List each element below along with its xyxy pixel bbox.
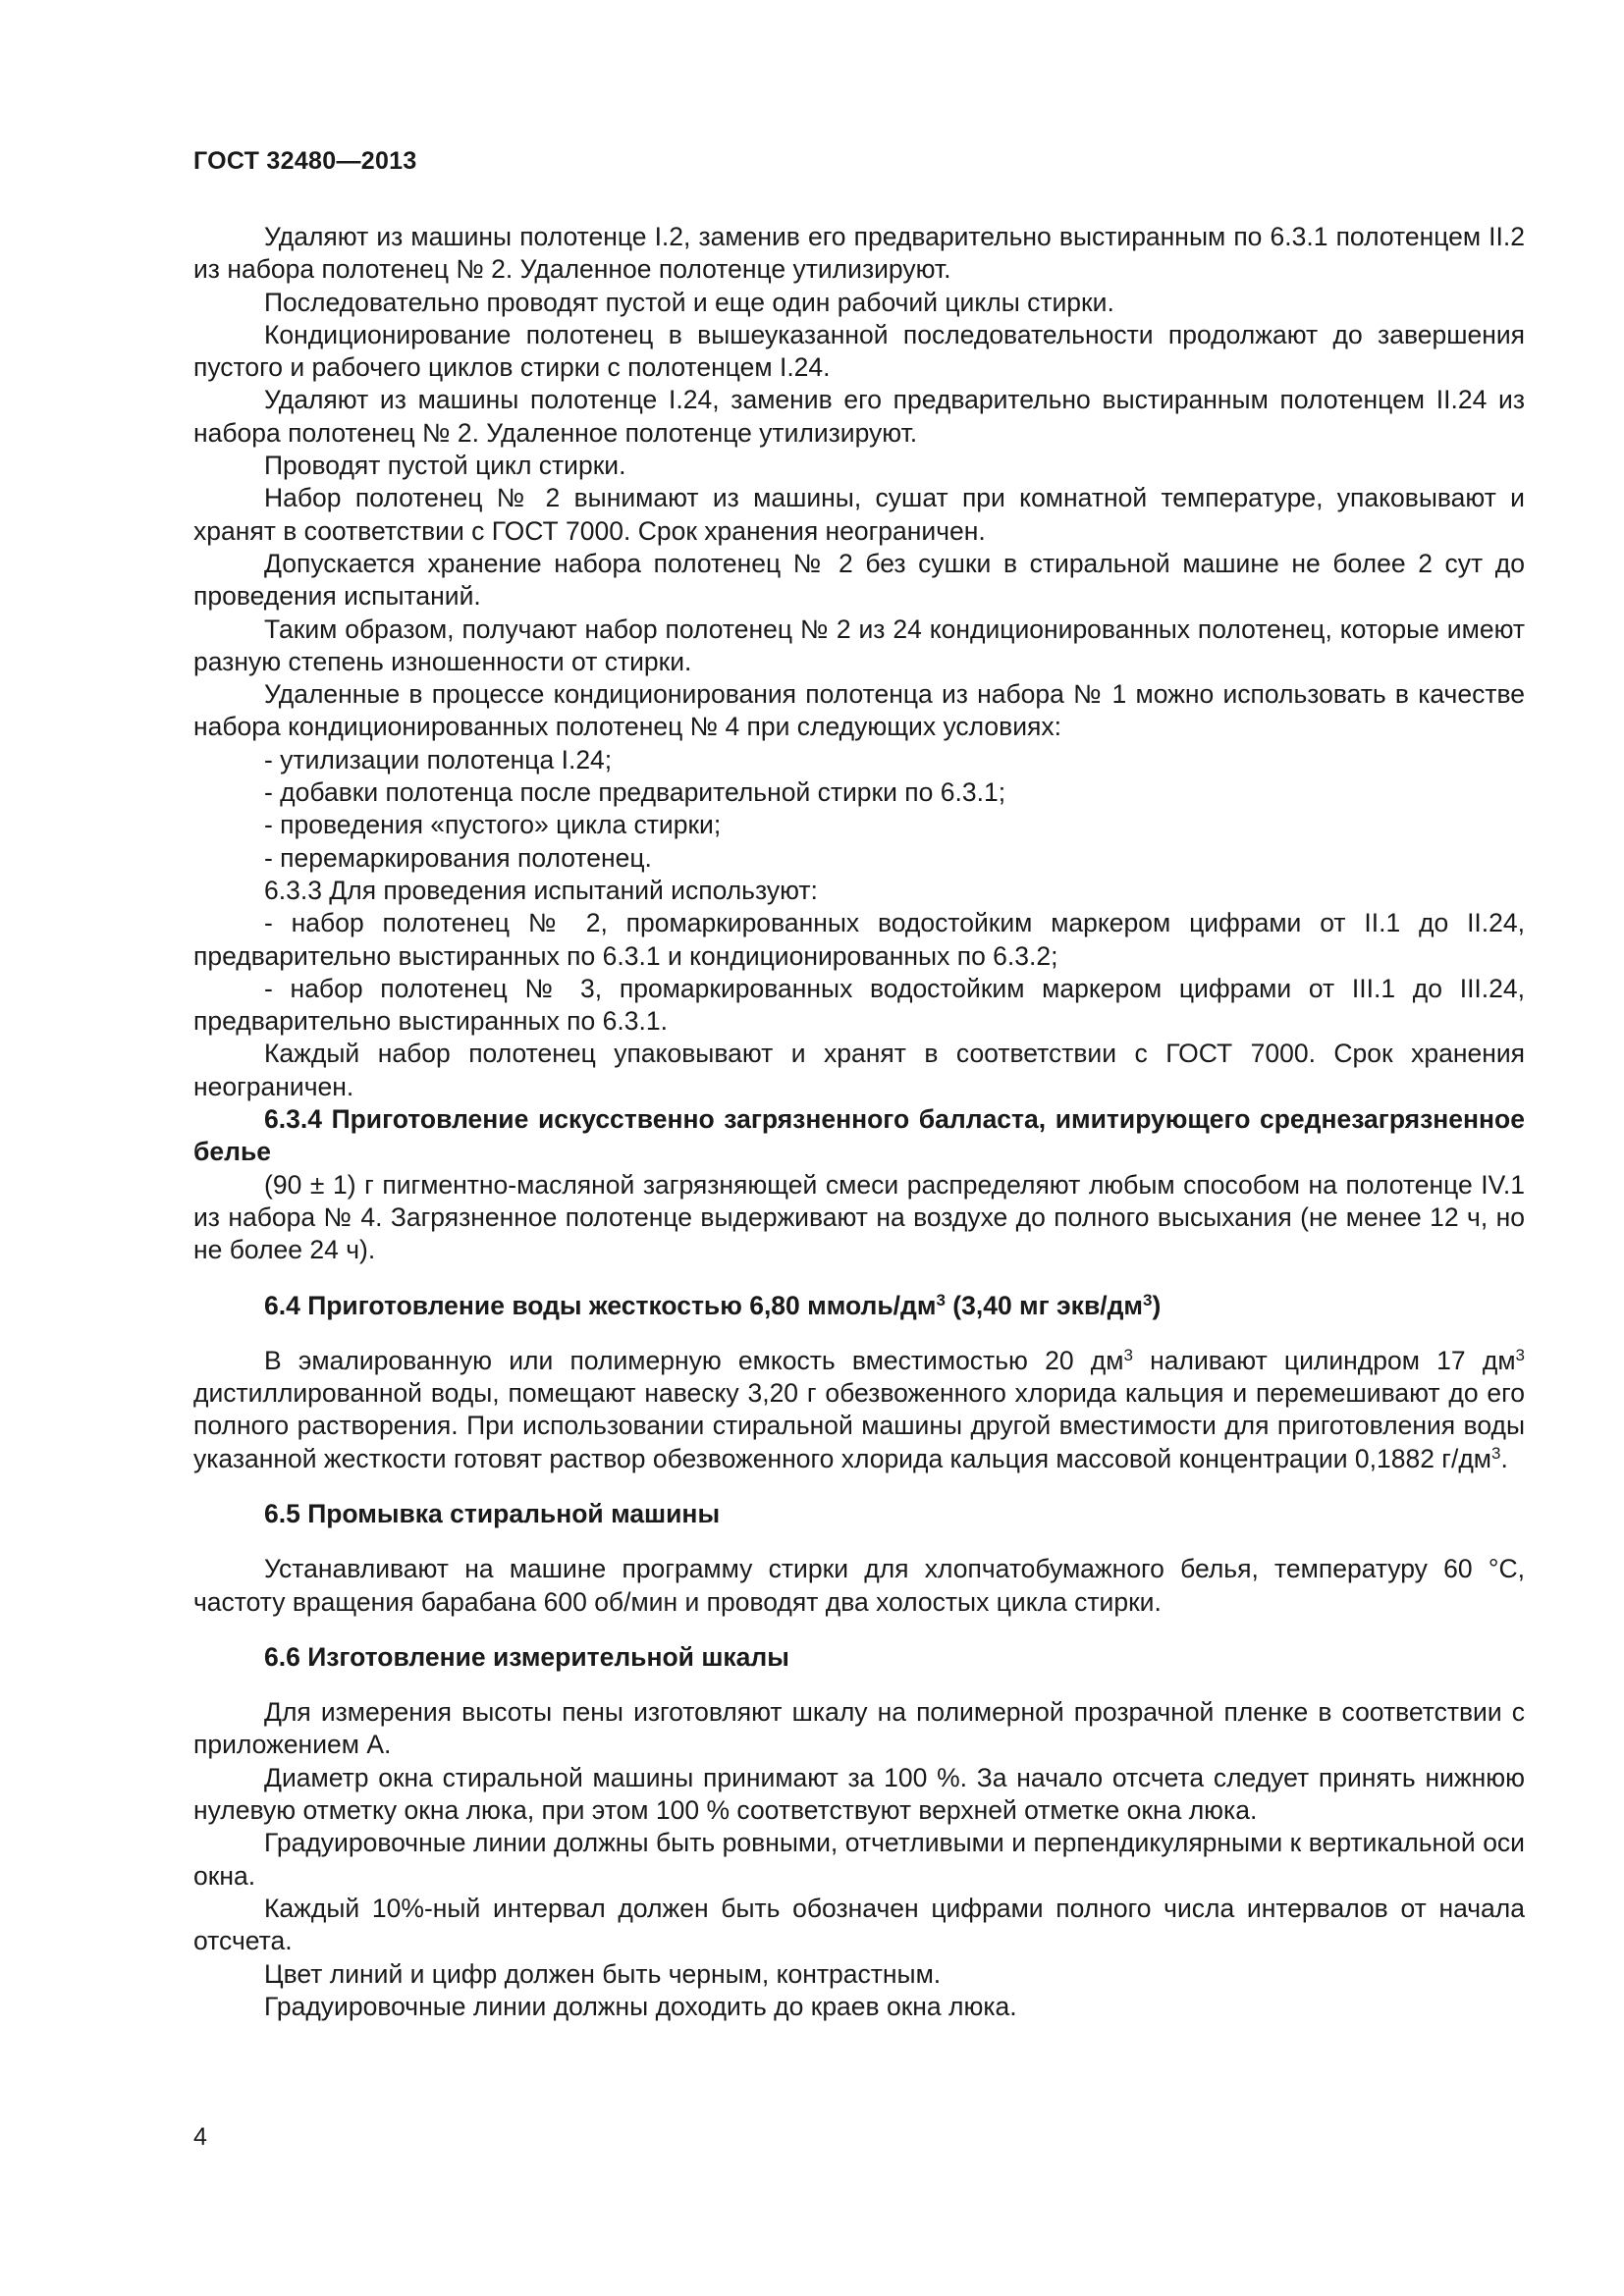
paragraph: Проводят пустой цикл стирки. (264, 451, 626, 481)
paragraph: Градуировочные линии должны быть ровными, отчетливыми и перпендикулярными к вертикальной оси окна. (193, 1828, 1525, 1891)
section-6-5-body: Устанавливают на машине программу стирки для хлопчатобумажного белья, температуру 60 °С, частоту вращения барабана 600 об/мин и проводят два холостых цикла стирки. (193, 1554, 1525, 1617)
paragraph: 6.3.3 Для проведения испытаний используют: (264, 875, 818, 905)
paragraph: Каждый набор полотенец упаковывают и хранят в соответствии с ГОСТ 7000. Срок хранения неограничен. (193, 1039, 1525, 1101)
paragraph: Диаметр окна стиральной машины принимают за 100 %. За начало отсчета следует принять нижнюю нулевую отметку окна люка, при этом 100 % соответствуют верхней отметке окна люка. (193, 1762, 1525, 1826)
list-item: - набор полотенец № 3, промаркированных водостойким маркером цифрами от III.1 до III.24, предварительно выстиранных по 6.3.1. (193, 973, 1525, 1037)
list-item: - проведения «пустого» цикла стирки; (264, 810, 722, 840)
section-6-4-body: В эмалированную или полимерную емкость вместимостью 20 $дм^3$ наливают цилиндром 17 $дм^3$ дистиллированной воды, помещают навеску 3,20 г обезвоженного хлорида кальция и перемешивают до его полного растворения. При использовании стиральной машины другой вместимости для приготовления воды указанной жесткости готовят раствор обезвоженного хлорида кальция массовой концентрации 0,1882 $г/дм^3$. (193, 1345, 1526, 1473)
paragraph: (90 ± 1) г пигментно-масляной загрязняющей смеси распределяют любым способом на полотенце IV.1 из набора № 4. Загрязненное полотенце выдерживают на воздухе до полного высыхания (не менее 12 ч, но не более 24 ч). (193, 1169, 1525, 1265)
paragraph: Последовательно проводят пустой и еще один рабочий циклы стирки. (264, 287, 1114, 317)
paragraph: Градуировочные линии должны доходить до краев окна люка. (264, 1991, 1017, 2021)
paragraph: Удаляют из машины полотенце I.24, заменив его предварительно выстиранным полотенцем II.24 из набора полотенец № 2. Удаленное полотенце утилизируют. (193, 385, 1525, 448)
section-heading-6-6: 6.6 Изготовление измерительной шкалы (264, 1641, 789, 1672)
document-header: ГОСТ 32480—2013 (193, 147, 417, 175)
paragraph: Кондиционирование полотенец в вышеуказанной последовательности продолжают до завершения пустого и рабочего циклов стирки с полотенцем I.24. (193, 319, 1525, 383)
paragraph: Набор полотенец № 2 вынимают из машины, сушат при комнатной температуре, упаковывают и хранят в соответствии с ГОСТ 7000. Срок хранения неограничен. (193, 483, 1525, 546)
document-body (193, 221, 1525, 2023)
list-item: - добавки полотенца после предварительной стирки по 6.3.1; (264, 777, 1006, 808)
section-heading-6-5: 6.5 Промывка стиральной машины (264, 1498, 721, 1528)
paragraph: Цвет линий и цифр должен быть черным, контрастным. (264, 1958, 942, 1989)
section-heading-6-4: 6.4 Приготовление воды жесткостью 6,80 ммоль/$дм^3$ (3,40 мг экв/$дм^3$) (264, 1290, 1162, 1320)
page-number: 4 (193, 2123, 207, 2151)
paragraph: Допускается хранение набора полотенец № 2 без сушки в стиральной машине не более 2 сут до проведения испытаний. (193, 548, 1525, 612)
paragraph: Для измерения высоты пены изготовляют шкалу на полимерной прозрачной пленке в соответствии с приложением А. (193, 1697, 1525, 1760)
subsection-heading-6-3-4: 6.3.4 Приготовление искусственно загрязненного балласта, имитирующего среднезагрязненное белье (193, 1104, 1525, 1167)
paragraph: Удаленные в процессе кондиционирования полотенца из набора № 1 можно использовать в качестве набора кондиционированных полотенец № 4 при следующих условиях: (193, 679, 1525, 742)
list-item: - набор полотенец № 2, промаркированных водостойким маркером цифрами от II.1 до II.24, предварительно выстиранных по 6.3.1 и кондиционированных по 6.3.2; (193, 908, 1525, 971)
paragraph: Таким образом, получают набор полотенец № 2 из 24 кондиционированных полотенец, которые имеют разную степень изношенности от стирки. (193, 614, 1525, 676)
list-item: - утилизации полотенца I.24; (264, 744, 613, 774)
paragraph: Удаляют из машины полотенце I.2, заменив его предварительно выстиранным по 6.3.1 полотенцем II.2 из набора полотенец № 2. Удаленное полотенце утилизируют. (193, 222, 1525, 285)
list-item: - перемаркирования полотенец. (264, 842, 652, 873)
paragraph: Каждый 10%-ный интервал должен быть обозначен цифрами полного числа интервалов от начала отсчета. (193, 1893, 1525, 1956)
